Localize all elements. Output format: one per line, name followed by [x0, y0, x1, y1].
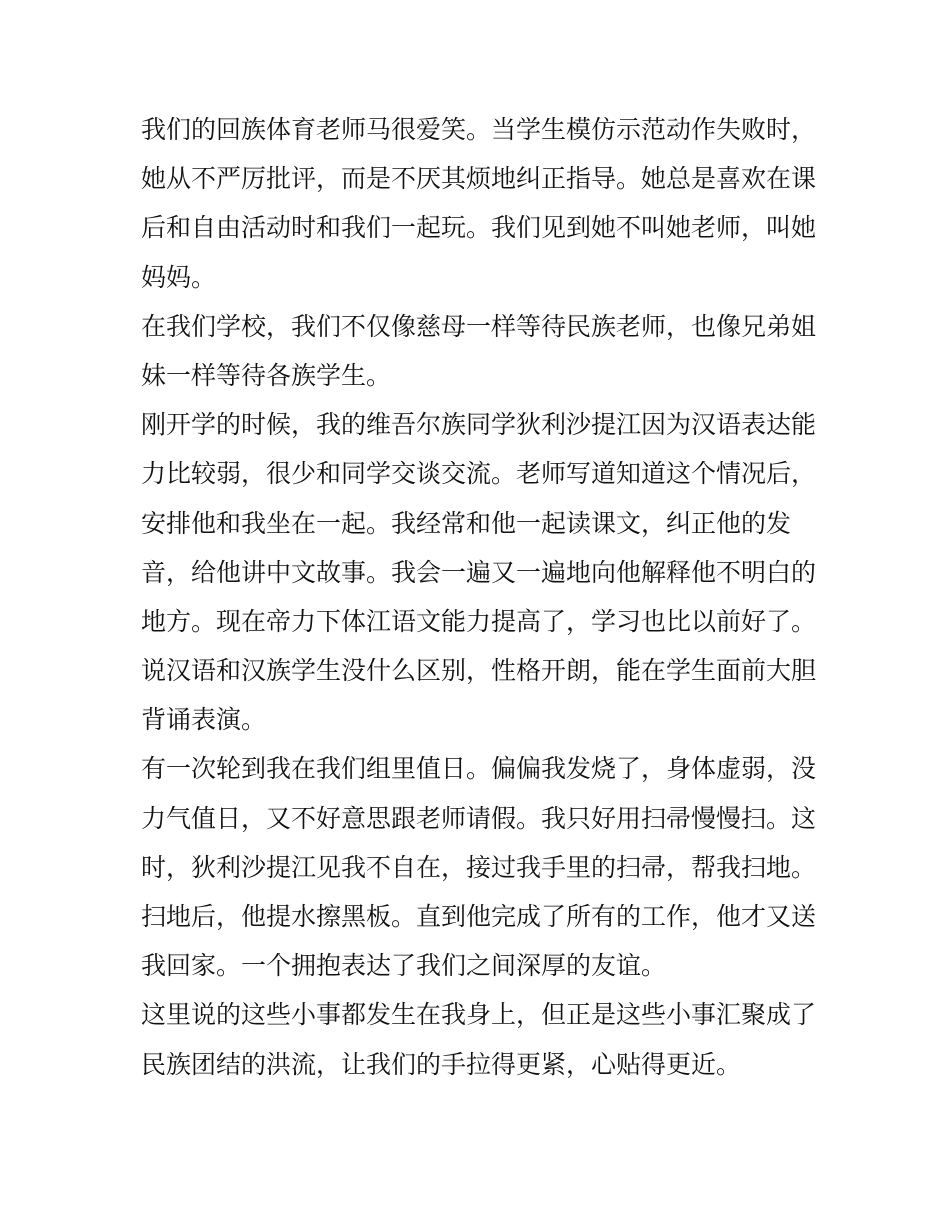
text-line: 扫地后，他提水擦黑板。直到他完成了所有的工作，他才又送 — [141, 902, 817, 931]
text-line: 她从不严厉批评，而是不厌其烦地纠正指导。她总是喜欢在课 — [141, 164, 817, 194]
text-line: 妹一样等待各族学生。 — [141, 360, 392, 390]
text-line: 音，给他讲中文故事。我会一遍又一遍地向他解释他不明白的 — [141, 557, 817, 587]
text-line: 力比较弱，很少和同学交谈交流。老师写道知道这个情况后， — [141, 459, 817, 489]
text-line: 有一次轮到我在我们组里值日。偏偏我发烧了，身体虚弱，没 — [141, 754, 817, 784]
text-line: 妈妈。 — [141, 262, 217, 292]
text-line: 时，狄利沙提江见我不自在，接过我手里的扫帚，帮我扫地。 — [141, 852, 817, 882]
text-line: 这里说的这些小事都发生在我身上，但正是这些小事汇聚成了 — [141, 1000, 817, 1030]
text-line: 我们的回族体育老师马很爱笑。当学生模仿示范动作失败时， — [141, 115, 817, 144]
text-line: 后和自由活动时和我们一起玩。我们见到她不叫她老师，叫她 — [141, 213, 817, 243]
text-line: 我回家。一个拥抱表达了我们之间深厚的友谊。 — [141, 951, 667, 981]
text-line: 地方。现在帝力下体江语文能力提高了，学习也比以前好了。 — [141, 606, 817, 636]
text-line: 力气值日，又不好意思跟老师请假。我只好用扫帚慢慢扫。这 — [141, 803, 817, 833]
text-line: 安排他和我坐在一起。我经常和他一起读课文，纠正他的发 — [141, 508, 792, 538]
text-line: 在我们学校，我们不仅像慈母一样等待民族老师，也像兄弟姐 — [141, 311, 817, 341]
text-line: 民族团结的洪流，让我们的手拉得更紧，心贴得更近。 — [141, 1049, 742, 1079]
document-body — [141, 105, 821, 1089]
text-line: 说汉语和汉族学生没什么区别，性格开朗，能在学生面前大胆 — [141, 656, 817, 686]
text-line: 刚开学的时候，我的维吾尔族同学狄利沙提江因为汉语表达能 — [141, 410, 817, 440]
text-line: 背诵表演。 — [141, 705, 267, 735]
